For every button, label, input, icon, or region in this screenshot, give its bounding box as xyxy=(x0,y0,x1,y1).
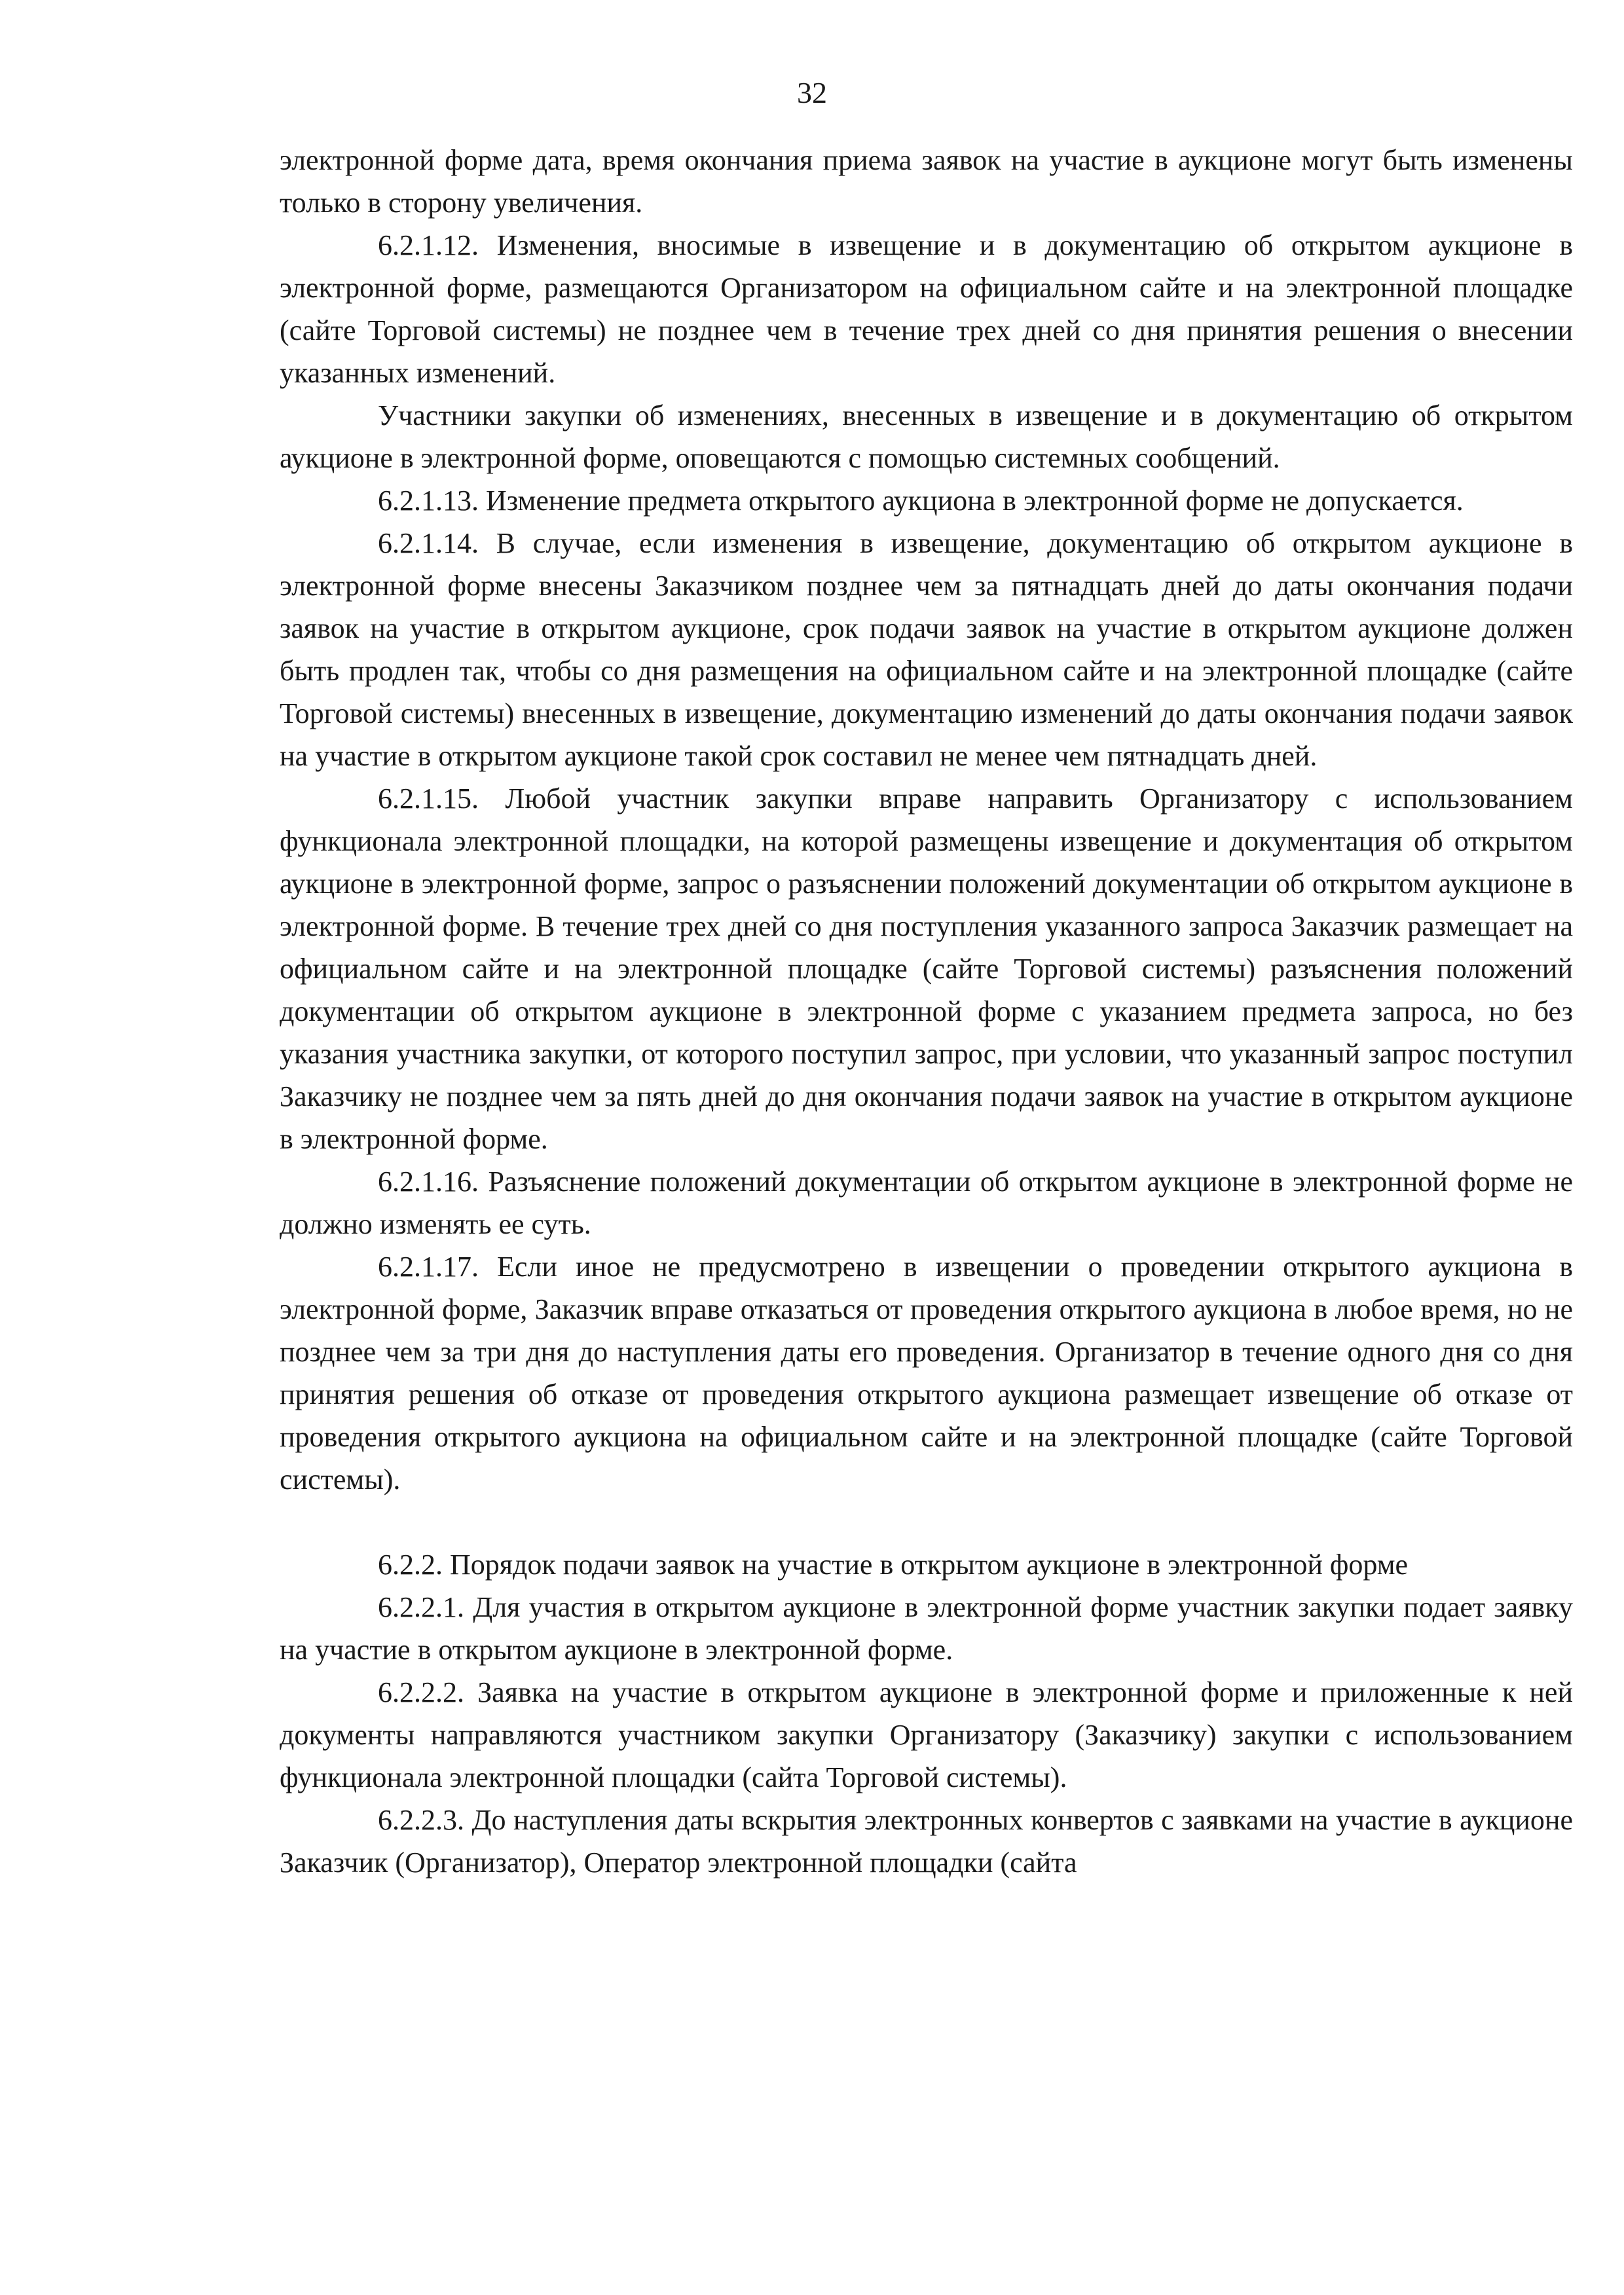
document-body xyxy=(280,139,1573,1884)
paragraph-6-2-2-1: 6.2.2.1. Для участия в открытом аукционе в электронной форме участник закупки подает заявку на участие в открытом аукционе в электронной форме. xyxy=(280,1591,1573,1666)
paragraph-participants-notice: Участники закупки об изменениях, внесенных в извещение и в документацию об открытом аукционе в электронной форме, оповещаются с помощью системных сообщений. xyxy=(280,399,1573,474)
paragraph-6-2-2-2: 6.2.2.2. Заявка на участие в открытом аукционе в электронной форме и приложенные к ней документы направляются участником закупки Организатору (Заказчику) закупки с использованием функционала электронной площадки (сайта Торговой системы). xyxy=(280,1676,1573,1793)
blank-line xyxy=(280,1501,1573,1543)
section-heading-6-2-2: 6.2.2. Порядок подачи заявок на участие в открытом аукционе в электронной форме xyxy=(378,1549,1409,1581)
paragraph-6-2-1-12: 6.2.1.12. Изменения, вносимые в извещение и в документацию об открытом аукционе в электронной форме, размещаются Организатором на официальном сайте и на электронной площадке (сайте Торговой системы) не позднее чем в течение трех дней со дня принятия решения о внесении указанных изменений. xyxy=(280,229,1573,389)
paragraph-6-2-1-14: 6.2.1.14. В случае, если изменения в извещение, документацию об открытом аукционе в электронной форме внесены Заказчиком позднее чем за пятнадцать дней до даты окончания подачи заявок на участие в открытом аукционе, срок подачи заявок на участие в открытом аукционе должен быть продлен так, чтобы со дня размещения на официальном сайте и на электронной площадке (сайте Торговой системы) внесенных в извещение, документацию изменений до даты окончания подачи заявок на участие в открытом аукционе такой срок составил не менее чем пятнадцать дней. xyxy=(280,527,1573,772)
page-number: 32 xyxy=(797,76,827,109)
paragraph-6-2-1-16: 6.2.1.16. Разъяснение положений документации об открытом аукционе в электронной форме не должно изменять ее суть. xyxy=(280,1166,1573,1240)
paragraph-6-2-2-3: 6.2.2.3. До наступления даты вскрытия электронных конвертов с заявками на участие в аукционе Заказчик (Организатор), Оператор электронной площадки (сайта xyxy=(280,1804,1573,1879)
paragraph-6-2-1-13: 6.2.1.13. Изменение предмета открытого аукциона в электронной форме не допускается. xyxy=(378,485,1464,517)
paragraph-6-2-1-17: 6.2.1.17. Если иное не предусмотрено в извещении о проведении открытого аукциона в электронной форме, Заказчик вправе отказаться от проведения открытого аукциона в любое время, но не позднее чем за три дня до наступления даты его проведения. Организатор в течение одного дня со дня принятия решения об отказе от проведения открытого аукциона размещает извещение об отказе от проведения открытого аукциона на официальном сайте и на электронной площадке (сайте Торговой системы). xyxy=(280,1251,1573,1496)
paragraph-6-2-1-15: 6.2.1.15. Любой участник закупки вправе направить Организатору с использованием функционала электронной площадки, на которой размещены извещение и документация об открытом аукционе в электронной форме, запрос о разъяснении положений документации об открытом аукционе в электронной форме. В течение трех дней со дня поступления указанного запроса Заказчик размещает на официальном сайте и на электронной площадке (сайте Торговой системы) разъяснения положений документации об открытом аукционе в электронной форме с указанием предмета запроса, но без указания участника закупки, от которого поступил запрос, при условии, что указанный запрос поступил Заказчику не позднее чем за пять дней до дня окончания подачи заявок на участие в открытом аукционе в электронной форме. xyxy=(280,782,1573,1155)
paragraph-continuation: электронной форме дата, время окончания приема заявок на участие в аукционе могут быть изменены только в сторону увеличения. xyxy=(280,144,1573,219)
